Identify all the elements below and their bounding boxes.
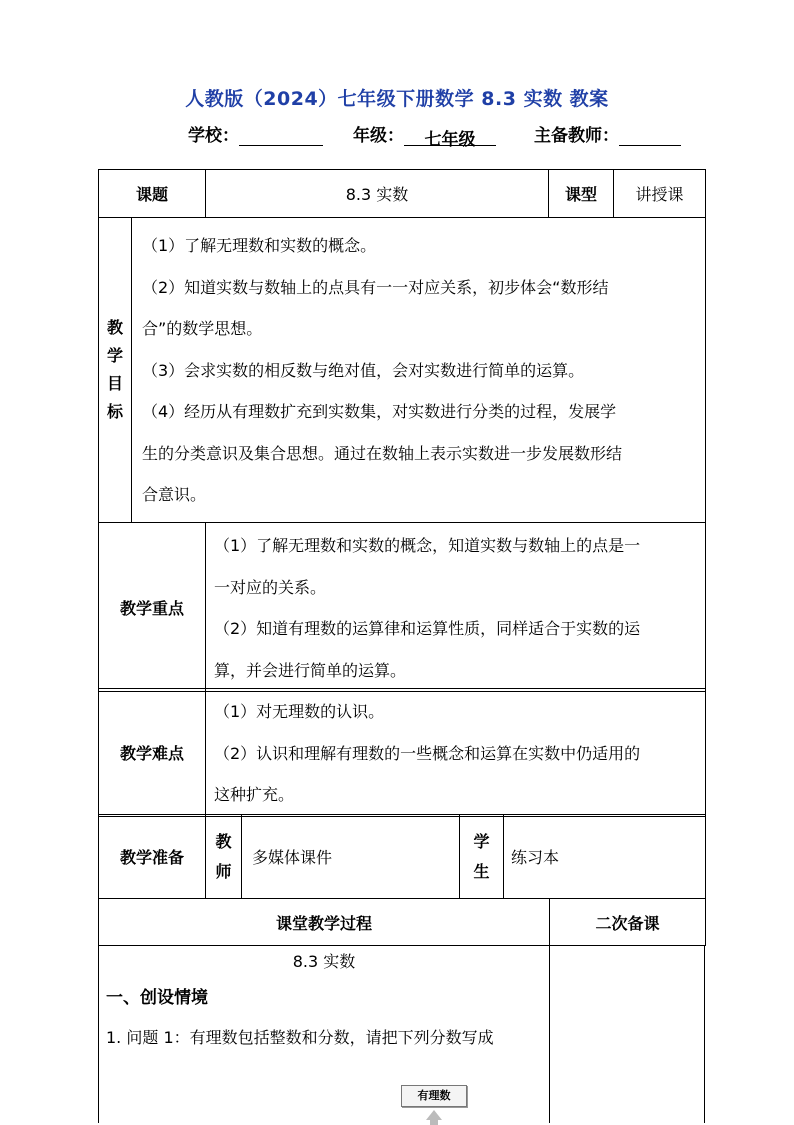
header-info-row (188, 121, 681, 150)
process-section-title: 8.3 实数 (292, 952, 356, 971)
student-col-label (460, 815, 504, 899)
objective-line: （2）知道实数与数轴上的点具有一一对应关系，初步体会“数形结 (142, 277, 609, 297)
student-label-char: 学 (473, 831, 490, 851)
objective-line: （1）了解无理数和实数的概念。 (142, 236, 377, 255)
process-header-table (98, 898, 706, 946)
preparation-label: 教学准备 (99, 815, 206, 899)
difficulties-table (98, 688, 706, 817)
document-title: 人教版（2024）七年级下册数学 8.3 实数 教案 (185, 88, 609, 110)
process-heading: 一、创设情境 (106, 988, 208, 1008)
rational-number-box: 有理数 (401, 1085, 467, 1107)
lesson-type-label: 课型 (549, 170, 614, 218)
objective-line: （4）经历从有理数扩充到实数集，对实数进行分类的过程，发展学 (142, 402, 617, 421)
difficulty-line: （1）对无理数的认识。 (214, 702, 385, 721)
objective-line: （3）会求实数的相反数与绝对值，会对实数进行简单的运算。 (142, 360, 585, 380)
teacher-label: 主备教师： (534, 126, 619, 146)
key-points-table (98, 522, 706, 692)
grade-field[interactable]: 七年级 (404, 125, 496, 146)
second-prep-header: 二次备课 (550, 899, 706, 946)
key-points-content (206, 523, 706, 692)
objectives-table (98, 217, 706, 523)
lesson-type-value: 讲授课 (614, 170, 706, 218)
difficulties-content (206, 689, 706, 817)
process-header: 课堂教学过程 (99, 899, 550, 946)
difficulty-line: 这种扩充。 (214, 785, 295, 804)
key-point-line: 算，并会进行简单的运算。 (214, 660, 407, 680)
preparation-table (98, 814, 706, 899)
objectives-label-char: 标 (106, 402, 123, 421)
up-arrow-stem (430, 1119, 438, 1125)
process-question-line: 1. 问题 1：有理数包括整数和分数，请把下列分数写成 (106, 1028, 494, 1047)
objectives-label (99, 218, 132, 523)
key-point-line: 一对应的关系。 (214, 577, 327, 597)
key-points-label: 教学重点 (99, 523, 206, 692)
student-prep-value: 练习本 (504, 815, 706, 899)
objective-line: 合意识。 (142, 485, 207, 504)
teacher-col-label (206, 815, 242, 899)
objectives-content (132, 218, 706, 523)
teacher-label-char: 教 (215, 831, 232, 851)
teacher-label-char: 师 (215, 861, 232, 881)
topic-value: 8.3 实数 (206, 170, 549, 218)
grade-label: 年级： (353, 126, 404, 146)
objectives-label-char: 教 (106, 318, 123, 337)
topic-label: 课题 (99, 170, 206, 218)
key-point-line: （1）了解无理数和实数的概念，知道实数与数轴上的点是一 (214, 536, 641, 555)
objective-line: 生的分类意识及集合思想。通过在数轴上表示实数进一步发展数形结 (142, 443, 623, 463)
school-label: 学校： (188, 126, 239, 146)
teacher-field[interactable] (619, 125, 681, 146)
teacher-prep-value: 多媒体课件 (242, 815, 460, 899)
key-point-line: （2）知道有理数的运算律和运算性质，同样适合于实数的运 (214, 619, 641, 638)
objective-line: 合”的数学思想。 (142, 319, 263, 338)
student-label-char: 生 (473, 861, 490, 881)
school-field[interactable] (239, 125, 323, 146)
process-mid-border (549, 945, 550, 1123)
topic-table (98, 169, 706, 218)
process-right-border (704, 945, 705, 1123)
difficulty-line: （2）认识和理解有理数的一些概念和运算在实数中仍适用的 (214, 743, 641, 763)
difficulties-label: 教学难点 (99, 689, 206, 817)
objectives-label-char: 目 (106, 374, 123, 393)
objectives-label-char: 学 (106, 346, 123, 365)
